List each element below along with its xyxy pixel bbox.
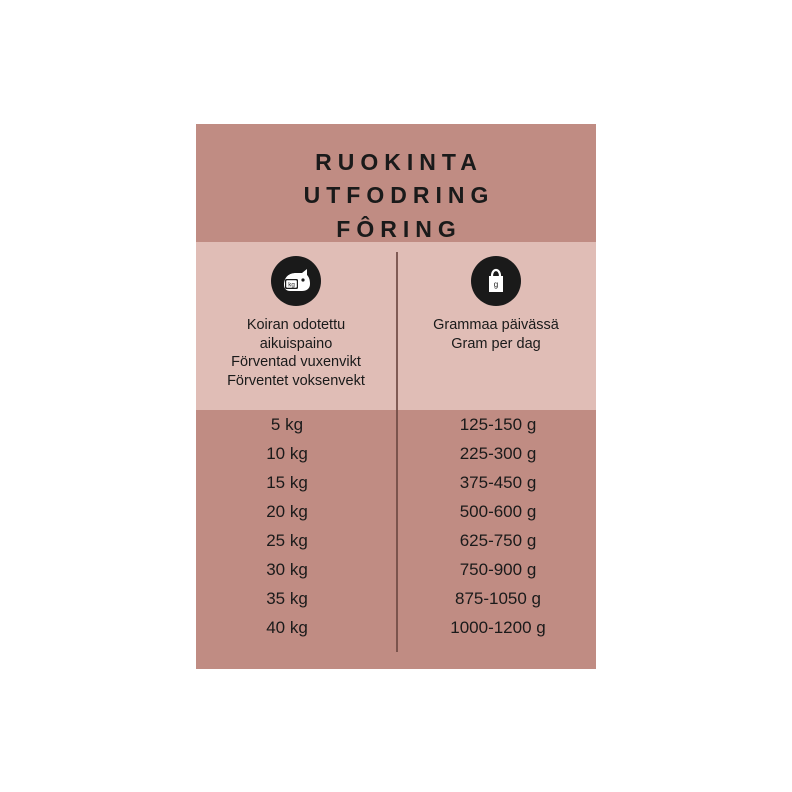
svg-text:g: g xyxy=(493,280,499,289)
cell-weight: 25 kg xyxy=(266,530,308,550)
table-row xyxy=(196,584,596,613)
header-column-amount xyxy=(396,242,596,410)
cell-amount: 1000-1200 g xyxy=(450,617,546,637)
cell-weight: 5 kg xyxy=(270,414,304,434)
cell-weight: 30 kg xyxy=(266,559,308,579)
cell-weight: 40 kg xyxy=(266,617,308,637)
header-label-fi-1: Koiran odotettu xyxy=(246,317,346,333)
table-row xyxy=(196,439,596,468)
svg-text:kg: kg xyxy=(288,281,295,289)
header-column-weight xyxy=(196,242,396,410)
cell-amount: 125-150 g xyxy=(459,414,537,434)
cell-weight: 35 kg xyxy=(266,588,308,608)
table-row xyxy=(196,468,596,497)
title-line-sv: UTFODRING xyxy=(303,182,495,209)
table-row xyxy=(196,410,596,439)
cell-amount: 500-600 g xyxy=(459,501,537,521)
panel-title xyxy=(196,124,596,246)
cell-weight: 20 kg xyxy=(266,501,308,521)
cell-amount: 875-1050 g xyxy=(454,588,542,608)
title-line-no: FÔRING xyxy=(336,215,462,242)
cell-amount: 225-300 g xyxy=(459,443,537,463)
header-label-no: Förventet voksenvekt xyxy=(227,372,365,389)
cell-amount: 625-750 g xyxy=(459,530,537,550)
cell-weight: 10 kg xyxy=(266,443,308,463)
header-label-amount-sv: Gram per dag xyxy=(451,335,541,352)
table-row xyxy=(196,613,596,642)
header-labels-weight xyxy=(221,316,371,390)
title-line-fi: RUOKINTA xyxy=(315,149,483,175)
cell-amount: 750-900 g xyxy=(459,559,537,579)
table-row xyxy=(196,555,596,584)
table-row xyxy=(196,526,596,555)
food-bag-icon xyxy=(471,256,521,306)
cell-weight: 15 kg xyxy=(266,472,308,492)
header-label-amount-fi: Grammaa päivässä xyxy=(433,317,559,333)
feeding-guide-panel xyxy=(196,124,596,669)
table-row xyxy=(196,497,596,526)
cell-amount: 375-450 g xyxy=(459,472,537,492)
dog-weight-icon xyxy=(271,256,321,306)
header-label-fi-2: aikuispaino xyxy=(259,335,333,352)
table-header-band xyxy=(196,242,596,410)
feeding-table xyxy=(196,410,596,669)
header-label-sv: Förventad vuxenvikt xyxy=(231,354,361,371)
header-labels-amount xyxy=(427,316,565,353)
